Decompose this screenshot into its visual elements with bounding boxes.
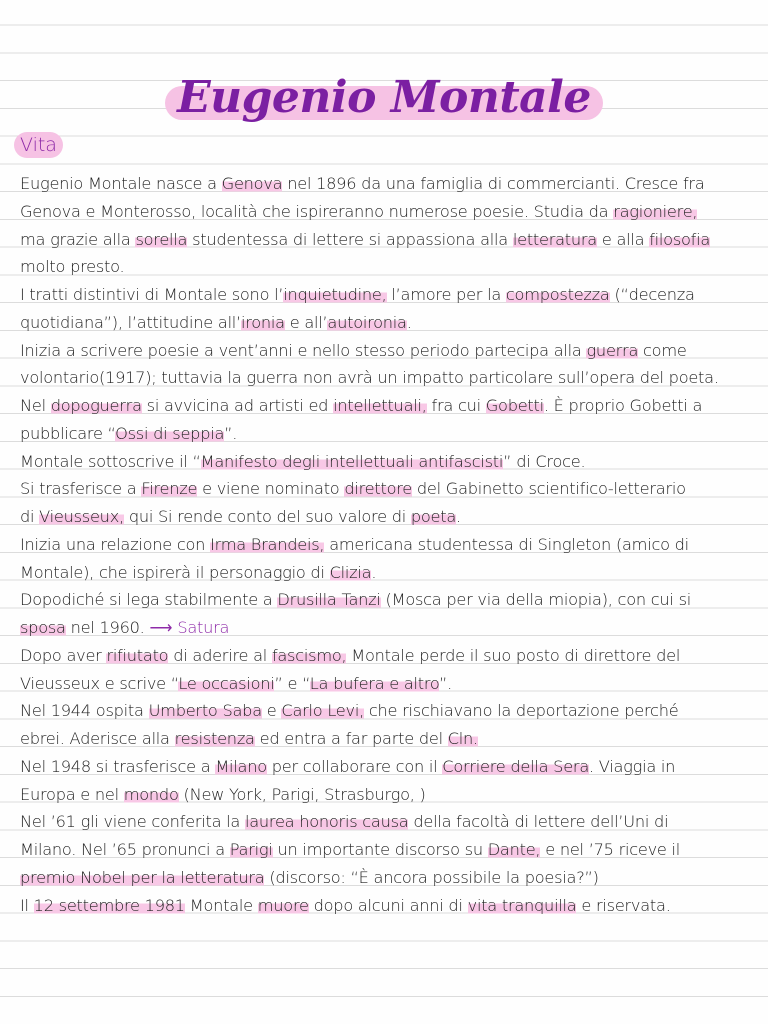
text-segment: Si trasferisce a xyxy=(20,479,142,499)
highlighted-term: direttore xyxy=(344,479,412,499)
text-segment: un importante discorso su xyxy=(272,840,488,859)
highlighted-term: letteratura xyxy=(512,229,597,249)
highlighted-term: Cln. xyxy=(447,729,478,748)
text-segment: e nel ’75 riceve il xyxy=(540,840,681,859)
text-segment: per collaborare con il xyxy=(266,756,443,776)
highlighted-term: Gobetti xyxy=(485,396,544,415)
highlighted-term: Drusilla Tanzi xyxy=(277,590,381,610)
side-note: Satura xyxy=(172,618,230,637)
highlighted-term: muore xyxy=(257,895,309,915)
highlighted-term: mondo xyxy=(123,784,179,804)
text-line xyxy=(20,198,764,226)
highlighted-term: autoironia xyxy=(327,312,407,332)
text-line xyxy=(20,475,764,503)
text-line xyxy=(20,559,764,587)
text-segment: Dopo aver xyxy=(20,645,107,665)
text-segment: pubblicare “ xyxy=(20,423,116,443)
text-segment: Nel 1948 si trasferisce a xyxy=(20,756,216,776)
text-segment: . xyxy=(456,507,461,526)
highlighted-term: sorella xyxy=(135,229,188,249)
text-segment: Montale sottoscrive il “ xyxy=(20,451,201,471)
arrow-icon: ⟶ xyxy=(149,618,173,637)
text-line xyxy=(20,836,764,864)
highlighted-term: Carlo Levi, xyxy=(281,701,364,721)
text-segment: molto presto. xyxy=(20,257,125,277)
highlighted-term: intellettuali, xyxy=(333,396,427,415)
text-line xyxy=(20,281,764,309)
text-segment: ” di Croce. xyxy=(503,451,586,471)
text-line xyxy=(20,364,764,392)
text-line xyxy=(20,503,764,531)
text-segment: della facoltà di lettere dell’Uni di xyxy=(408,812,669,832)
highlighted-term: vita tranquilla xyxy=(467,895,577,915)
text-segment: studentessa di lettere si appassiona alla xyxy=(187,229,513,249)
text-line xyxy=(20,753,764,781)
text-segment: . È proprio Gobetti a xyxy=(543,396,703,415)
highlighted-term: 12 settembre 1981 xyxy=(33,895,185,915)
text-segment: ebrei. Aderisce alla xyxy=(20,729,175,748)
text-segment: ” e “ xyxy=(274,673,310,693)
text-segment: del Gabinetto scientifico-letterario xyxy=(412,479,686,499)
text-segment: e xyxy=(261,701,282,721)
text-segment: di aderire al xyxy=(168,645,272,665)
title-block xyxy=(0,66,768,130)
text-segment: Europa e nel xyxy=(20,784,124,804)
text-segment: che rischiavano la deportazione perché xyxy=(363,701,679,721)
highlighted-term: Le occasioni xyxy=(178,673,275,693)
text-segment: Inizia una relazione con xyxy=(20,534,211,554)
highlighted-term: Umberto Saba xyxy=(148,701,262,721)
text-line xyxy=(20,226,764,254)
text-segment: nel 1960. xyxy=(65,618,150,637)
text-segment: ma grazie alla xyxy=(20,229,136,249)
text-line xyxy=(20,642,764,670)
highlighted-term: Dante, xyxy=(487,840,541,859)
highlighted-term: Ossi di seppia xyxy=(115,423,225,443)
text-segment: (“decenza xyxy=(609,285,695,304)
text-segment: . xyxy=(371,562,377,582)
text-segment: si avvicina ad artisti ed xyxy=(141,396,334,415)
text-segment: (New York, Parigi, Strasburgo, ) xyxy=(178,784,426,804)
highlighted-term: rifiutato xyxy=(106,645,169,665)
highlighted-term: guerra xyxy=(586,340,639,360)
highlighted-term: inquietudine, xyxy=(283,285,387,304)
text-line xyxy=(20,670,764,698)
highlighted-term: laurea honoris causa xyxy=(244,812,409,832)
text-segment: Nel ’61 gli viene conferita la xyxy=(20,812,245,832)
highlighted-term: ironia xyxy=(240,312,285,332)
text-line xyxy=(20,448,764,476)
highlighted-term: poeta xyxy=(410,507,457,526)
text-segment: fra cui xyxy=(426,396,486,415)
text-segment: volontario(1917); tuttavia la guerra non avrà un impatto particolare sull’opera del poeta. xyxy=(20,368,719,388)
text-line xyxy=(20,586,764,614)
text-segment: Nel xyxy=(20,396,51,415)
text-segment: e viene nominato xyxy=(197,479,345,499)
text-segment: come xyxy=(638,340,687,360)
text-segment: Montale), che ispirerà il personaggio di xyxy=(20,562,330,582)
highlighted-term: Parigi xyxy=(229,840,273,859)
text-segment: ed entra a far parte del xyxy=(254,729,448,748)
highlighted-term: dopoguerra xyxy=(50,396,142,415)
text-line xyxy=(20,614,764,642)
text-segment: I tratti distintivi di Montale sono l’ xyxy=(20,285,284,304)
text-segment: . Viaggia in xyxy=(589,756,676,776)
text-line xyxy=(20,337,764,365)
highlighted-term: fascismo, xyxy=(271,645,347,665)
highlighted-term: Firenze xyxy=(141,479,198,499)
text-segment: quotidiana”), l’attitudine all’ xyxy=(20,312,241,332)
text-segment: ”. xyxy=(439,673,453,693)
highlighted-term: La bufera e altro xyxy=(309,673,440,693)
text-segment: dopo alcuni anni di xyxy=(308,895,468,915)
text-line xyxy=(20,725,764,753)
text-segment: ”. xyxy=(224,423,238,443)
text-segment: di xyxy=(20,507,40,526)
highlighted-term: compostezza xyxy=(505,285,610,304)
highlighted-term: Milano xyxy=(215,756,267,776)
highlighted-term: filosofia xyxy=(649,229,711,249)
text-line xyxy=(20,170,764,198)
text-segment: (discorso: “È ancora possibile la poesia?”) xyxy=(264,867,599,887)
text-line xyxy=(20,697,764,725)
highlighted-term: Clizia xyxy=(329,562,372,582)
text-segment: Montale perde il suo posto di direttore del xyxy=(346,645,681,665)
section-heading: Vita xyxy=(14,132,63,158)
text-line xyxy=(20,392,764,420)
text-segment: l’amore per la xyxy=(386,285,506,304)
text-line xyxy=(20,781,764,809)
notes-body xyxy=(20,170,764,919)
highlighted-term: premio Nobel per la letteratura xyxy=(20,867,265,887)
text-segment: Il xyxy=(20,895,34,915)
text-line xyxy=(20,864,764,892)
text-segment: nel 1896 da una famiglia di commercianti. Cresce fra xyxy=(282,174,705,193)
text-line xyxy=(20,253,764,281)
text-segment: (Mosca per via della miopia), con cui si xyxy=(380,590,692,610)
text-segment: Dopodiché si lega stabilmente a xyxy=(20,590,278,610)
text-segment: qui Si rende conto del suo valore di xyxy=(123,507,411,526)
text-segment: e all’ xyxy=(284,312,328,332)
highlighted-term: Manifesto degli intellettuali antifascisti xyxy=(200,451,504,471)
highlighted-term: Irma Brandeis, xyxy=(210,534,325,554)
text-segment: Vieusseux e scrive “ xyxy=(20,673,179,693)
highlighted-term: ragioniere, xyxy=(613,201,698,221)
text-line xyxy=(20,531,764,559)
page-title: Eugenio Montale xyxy=(165,66,603,130)
text-segment: Nel 1944 ospita xyxy=(20,701,149,721)
text-segment: Milano. Nel ’65 pronunci a xyxy=(20,840,230,859)
text-line xyxy=(20,420,764,448)
text-segment: e alla xyxy=(596,229,650,249)
text-line xyxy=(20,808,764,836)
text-segment: e riservata. xyxy=(576,895,671,915)
text-segment: . xyxy=(406,312,412,332)
text-line xyxy=(20,892,764,920)
highlighted-term: sposa xyxy=(20,618,66,637)
highlighted-term: resistenza xyxy=(174,729,255,748)
text-segment: americana studentessa di Singleton (amico di xyxy=(324,534,689,554)
text-segment: Genova e Monterosso, località che ispireranno numerose poesie. Studia da xyxy=(20,201,614,221)
highlighted-term: Vieusseux, xyxy=(39,507,124,526)
text-segment: Eugenio Montale nasce a xyxy=(20,174,222,193)
highlighted-term: Corriere della Sera xyxy=(442,756,589,776)
text-segment: Inizia a scrivere poesie a vent’anni e nello stesso periodo partecipa alla xyxy=(20,340,587,360)
highlighted-term: Genova xyxy=(221,174,283,193)
text-line xyxy=(20,309,764,337)
text-segment: Montale xyxy=(184,895,258,915)
